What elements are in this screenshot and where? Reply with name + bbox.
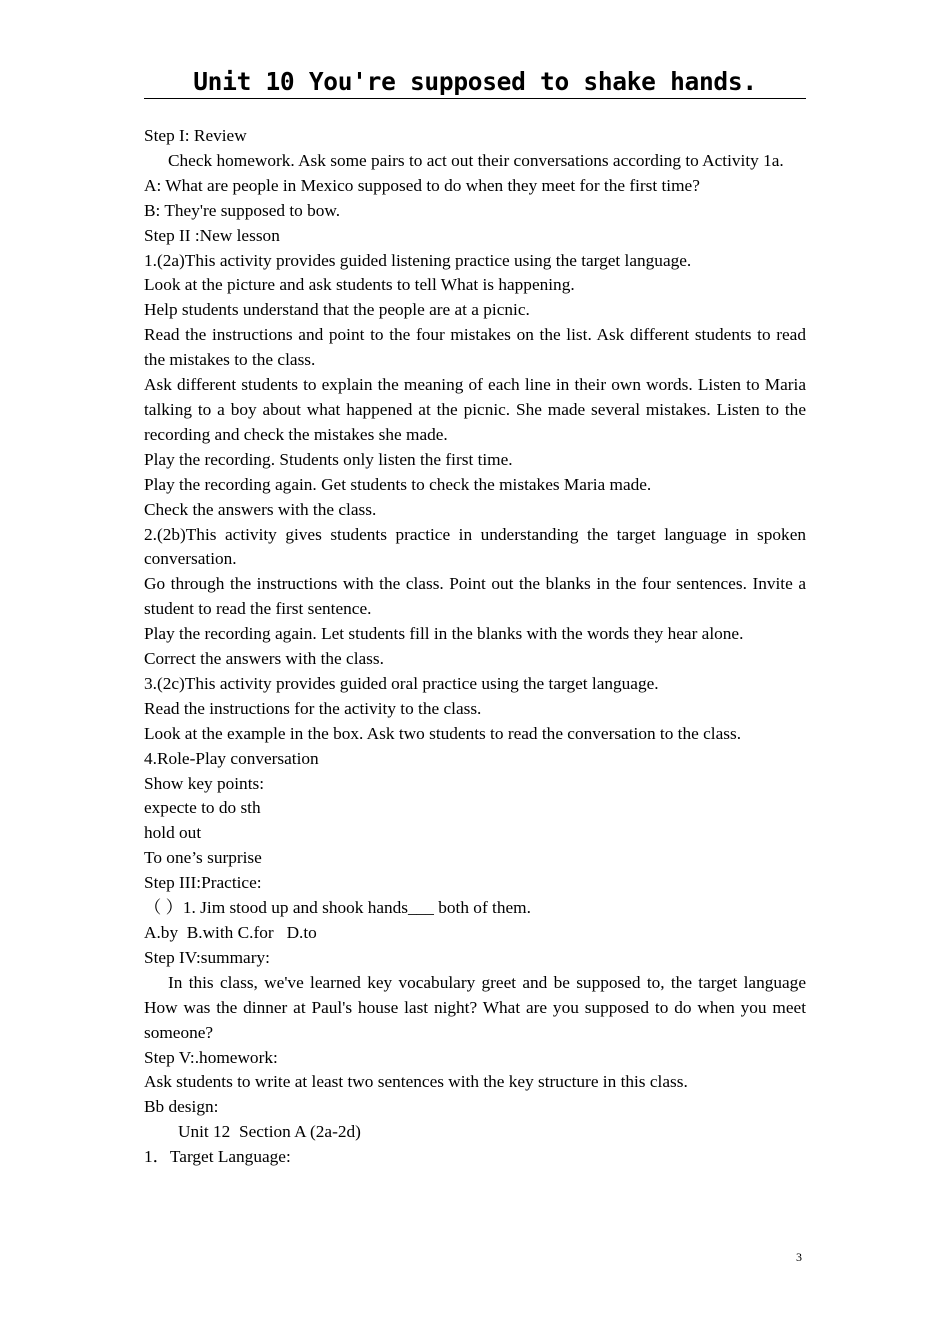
paragraph: Ask different students to explain the meaning of each line in their own words. Listen to Maria talking to a boy about what happened at the picnic. She made several mistakes. Listen to the recording and check the mistakes she made. — [144, 375, 806, 444]
document-body — [144, 124, 806, 1170]
key-point: To one’s surprise — [144, 848, 262, 868]
step-heading: Step I: Review — [144, 126, 247, 145]
page-title: Unit 10 You're supposed to shake hands. — [193, 67, 757, 96]
paragraph: Correct the answers with the class. — [144, 649, 384, 669]
board-design-item: 1．Target Language: — [144, 1147, 291, 1167]
key-point: expecte to do sth — [144, 798, 261, 818]
page-number: 3 — [796, 1250, 802, 1264]
activity-heading: 4.Role-Play conversation — [144, 748, 319, 768]
summary-paragraph: In this class, we've learned key vocabulary greet and be supposed to, the target language How was the dinner at Paul's house last night? What are you supposed to do when you meet someone? — [144, 972, 806, 1042]
answer-options: A.by B.with C.for D.to — [144, 923, 317, 942]
paragraph: Read the instructions and point to the four mistakes on the list. Ask different students to read the mistakes to the class. — [144, 325, 806, 370]
paragraph: Read the instructions for the activity to the class. — [144, 698, 482, 718]
paragraph: Look at the example in the box. Ask two students to read the conversation to the class. — [144, 723, 742, 743]
paragraph: Go through the instructions with the class. Point out the blanks in the four sentences. Invite a student to read the first sentence. — [144, 574, 806, 619]
key-point: hold out — [144, 823, 202, 843]
board-design-title: Unit 12 Section A (2a-2d) — [178, 1122, 361, 1142]
activity-heading: 1.(2a)This activity provides guided listening practice using the target language. — [144, 250, 692, 270]
activity-heading: 2.(2b)This activity gives students practice in understanding the target language in spoken conversation. — [144, 524, 806, 569]
activity-heading: 3.(2c)This activity provides guided oral practice using the target language. — [144, 673, 659, 693]
paragraph: Check the answers with the class. — [144, 499, 377, 519]
step-heading: Step II :New lesson — [144, 225, 280, 245]
title-underline — [144, 98, 806, 99]
step-heading: Step III:Practice: — [144, 873, 262, 893]
paragraph: Ask students to write at least two sentences with the key structure in this class. — [144, 1072, 688, 1092]
step-heading: Step IV:summary: — [144, 947, 270, 967]
paragraph: Bb design: — [144, 1097, 219, 1117]
paragraph: Play the recording. Students only listen the first time. — [144, 449, 513, 469]
practice-question: （ ）1. Jim stood up and shook hands___ both of them. — [144, 898, 531, 918]
paragraph: Help students understand that the people are at a picnic. — [144, 300, 530, 320]
paragraph: Play the recording again. Get students to check the mistakes Maria made. — [144, 474, 652, 494]
dialogue-line: A: What are people in Mexico supposed to do when they meet for the first time? — [144, 175, 700, 195]
dialogue-line: B: They're supposed to bow. — [144, 200, 341, 220]
paragraph: Show key points: — [144, 773, 265, 793]
step-heading: Step V:.homework: — [144, 1047, 278, 1067]
paragraph: Play the recording again. Let students fill in the blanks with the words they hear alone. — [144, 624, 744, 644]
paragraph: Check homework. Ask some pairs to act out their conversations according to Activity 1a. — [168, 150, 784, 170]
paragraph: Look at the picture and ask students to tell What is happening. — [144, 275, 575, 295]
